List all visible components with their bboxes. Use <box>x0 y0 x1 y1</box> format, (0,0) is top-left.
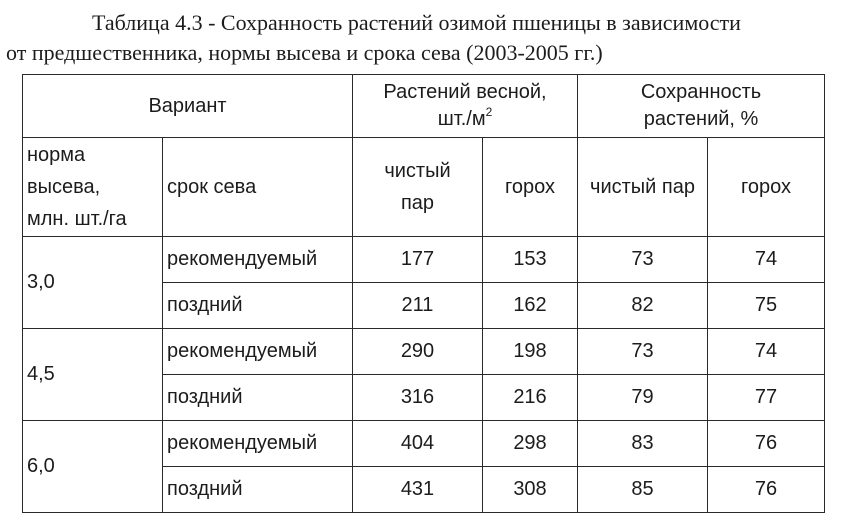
sowing-date-cell: поздний <box>163 375 353 421</box>
plants-peas-cell: 308 <box>483 467 578 513</box>
survival-peas-cell: 76 <box>708 467 825 513</box>
header-survival <box>578 75 825 138</box>
header-plants-spring-line1: Растений весной, <box>383 81 547 103</box>
header-seeding-rate-line2: высева, <box>27 176 101 198</box>
plants-fallow-cell: 431 <box>353 467 483 513</box>
header-peas: горох <box>483 138 578 237</box>
plants-peas-cell: 162 <box>483 283 578 329</box>
header-seeding-rate <box>23 138 163 237</box>
sowing-date-cell: поздний <box>163 467 353 513</box>
header-seeding-rate-line1: норма <box>27 144 86 166</box>
header-row-2 <box>23 138 825 237</box>
plants-fallow-cell: 177 <box>353 237 483 283</box>
survival-fallow-cell: 73 <box>578 329 708 375</box>
survival-fallow-cell: 82 <box>578 283 708 329</box>
survival-fallow-cell: 83 <box>578 421 708 467</box>
sowing-date-cell: поздний <box>163 283 353 329</box>
survival-peas-cell: 77 <box>708 375 825 421</box>
header-clean-fallow-line2: пар <box>400 192 435 214</box>
plants-fallow-cell: 290 <box>353 329 483 375</box>
plants-peas-cell: 153 <box>483 237 578 283</box>
header-row-1 <box>23 75 825 138</box>
survival-peas-cell: 75 <box>708 283 825 329</box>
survival-fallow-cell: 85 <box>578 467 708 513</box>
seeding-rate-cell: 4,5 <box>23 329 163 421</box>
header-plants-spring-unit: шт./м <box>437 108 486 130</box>
table-row <box>23 421 825 467</box>
survival-fallow-cell: 79 <box>578 375 708 421</box>
survival-peas-cell: 74 <box>708 237 825 283</box>
header-clean-fallow <box>353 138 483 237</box>
header-sowing-date: срок сева <box>163 138 353 237</box>
plants-peas-cell: 198 <box>483 329 578 375</box>
survival-fallow-cell: 73 <box>578 237 708 283</box>
sowing-date-cell: рекомендуемый <box>163 421 353 467</box>
header-survival-line1: Сохранность <box>640 81 762 103</box>
data-table <box>22 74 825 513</box>
header-peas-survival: горох <box>708 138 825 237</box>
table-row <box>23 237 825 283</box>
header-plants-spring-unit-sup: 2 <box>485 105 493 119</box>
caption-line-2: от предшественника, нормы высева и срока сева (2003-2005 гг.) <box>6 40 603 65</box>
seeding-rate-cell: 6,0 <box>23 421 163 513</box>
header-clean-fallow-line1: чистый <box>384 160 451 182</box>
plants-fallow-cell: 211 <box>353 283 483 329</box>
header-seeding-rate-line3: млн. шт./га <box>27 208 127 230</box>
header-clean-fallow-survival: чистый пар <box>578 138 708 237</box>
plants-peas-cell: 298 <box>483 421 578 467</box>
sowing-date-cell: рекомендуемый <box>163 329 353 375</box>
plants-fallow-cell: 404 <box>353 421 483 467</box>
seeding-rate-cell: 3,0 <box>23 237 163 329</box>
header-plants-spring <box>353 75 578 138</box>
table-row <box>23 329 825 375</box>
survival-peas-cell: 76 <box>708 421 825 467</box>
survival-peas-cell: 74 <box>708 329 825 375</box>
plants-fallow-cell: 316 <box>353 375 483 421</box>
header-variant: Вариант <box>23 75 353 138</box>
sowing-date-cell: рекомендуемый <box>163 237 353 283</box>
header-survival-line2: растений, % <box>643 108 759 130</box>
plants-peas-cell: 216 <box>483 375 578 421</box>
caption-line-1: Таблица 4.3 - Сохранность растений озимой пшеницы в зависимости <box>92 10 741 35</box>
